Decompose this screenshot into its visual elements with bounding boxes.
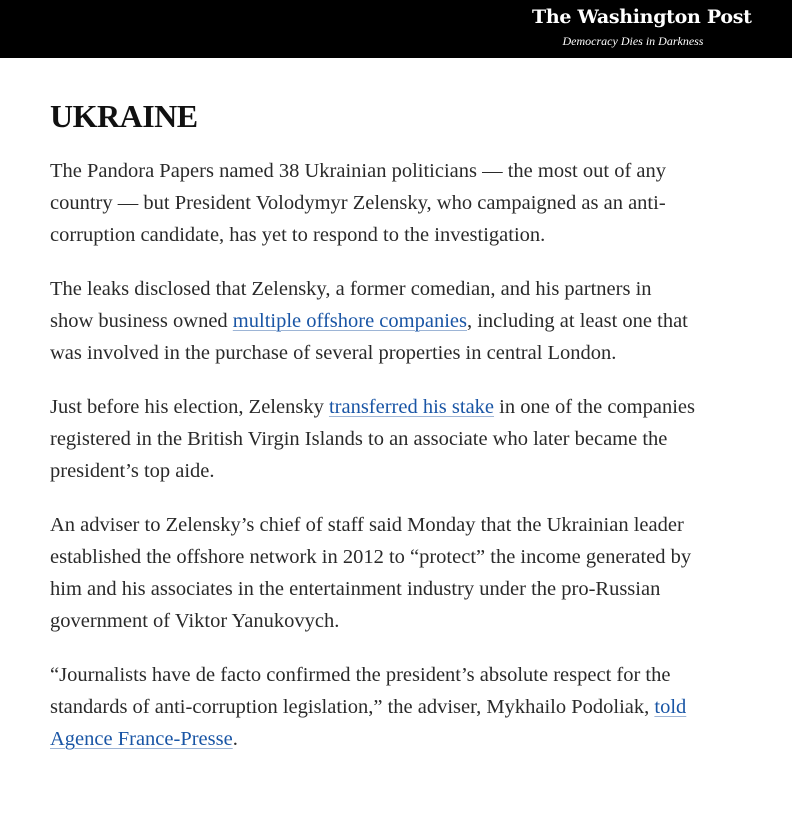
article-paragraph <box>50 273 695 369</box>
paragraph-text: Just before his election, Zelensky <box>50 396 329 418</box>
tagline: Democracy Dies in Darkness <box>562 34 704 48</box>
article-body <box>50 96 695 755</box>
link-multiple-offshore-companies[interactable]: multiple offshore companies <box>232 310 467 332</box>
washington-post-logo[interactable]: The Washington Post <box>532 6 752 28</box>
top-navigation-bar <box>0 0 792 58</box>
paragraph-text: in one of the companies registered in the British Virgin Islands to an associate who later became the president’s top aide. <box>50 396 695 482</box>
article-paragraph <box>50 391 695 487</box>
paragraph-text: An adviser to Zelensky’s chief of staff said Monday that the Ukrainian leader established the offshore network in 2012 to “protect” the income generated by him and his associates in the entertainment industry under the pro-Russian government of Viktor Yanukovych. <box>50 514 692 632</box>
paragraph-text: “Journalists have de facto confirmed the president’s absolute respect for the standards of anti-corruption legislation,” the adviser, Mykhailo Podoliak, <box>50 664 671 718</box>
masthead[interactable] <box>532 3 752 49</box>
article-paragraph <box>50 509 695 637</box>
paragraph-text: , including at least one that was involved in the purchase of several properties in central London. <box>50 310 688 364</box>
article-paragraph <box>50 659 695 755</box>
paragraph-text: The leaks disclosed that Zelensky, a former comedian, and his partners in show business owned <box>50 278 652 332</box>
paragraph-text: . <box>232 728 238 750</box>
link-told-agence-france-presse[interactable]: told Agence France-Presse <box>50 696 687 750</box>
link-transferred-his-stake[interactable]: transferred his stake <box>328 396 495 418</box>
section-heading: UKRAINE <box>50 98 198 134</box>
paragraph-text: The Pandora Papers named 38 Ukrainian politicians — the most out of any country — but President Volodymyr Zelensky, who campaigned as an anti-corruption candidate, has yet to respond to the investigation. <box>50 160 667 246</box>
article-paragraph <box>50 155 695 251</box>
